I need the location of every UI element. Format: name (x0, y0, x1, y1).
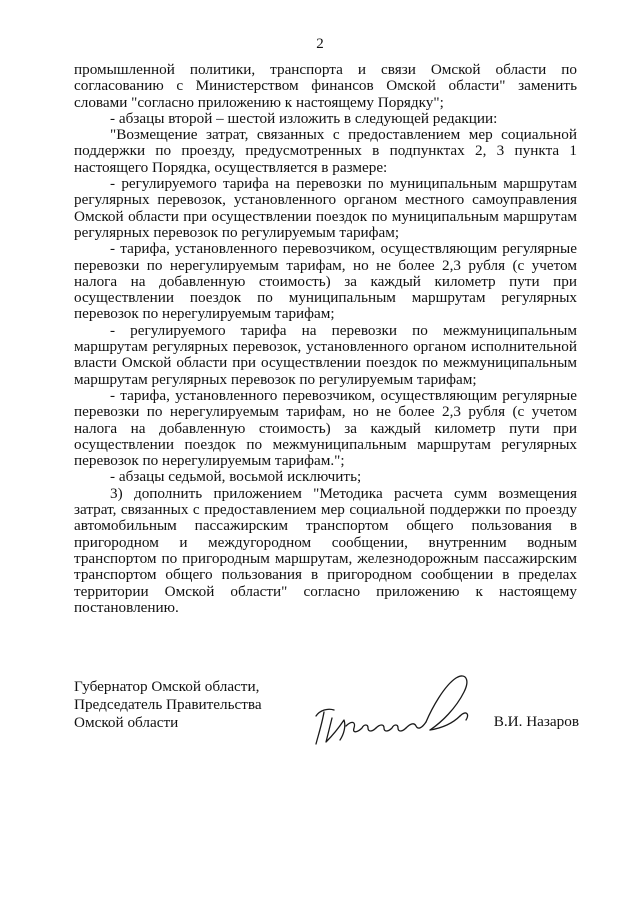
signatory-title-line: Губернатор Омской области, (74, 678, 260, 695)
paragraph-municipal-unregulated: - тарифа, установленного перевозчиком, осуществляющим регулярные перевозки по нерегулируемым тарифам, но не более 2,3 рубля (с учетом налога на добавленную стоимость) за каждый километр пути при осуществлении поездок по муниципальным маршрутам регулярных перевозок по нерегулируемым тарифам; (74, 240, 577, 323)
paragraph-continuation: промышленной политики, транспорта и связи Омской области по согласованию с Министерством финансов Омской области" заменить словами "согласно приложению к настоящему Порядку"; (74, 61, 577, 111)
paragraph-intermunicipal-unregulated: - тарифа, установленного перевозчиком, осуществляющим регулярные перевозки по нерегулируемым тарифам, но не более 2,3 рубля (с учетом налога на добавленную стоимость) за каждый километр пути при осуществлении поездок по межмуниципальным маршрутам регулярных перевозок по нерегулируемым тарифам."; (74, 386, 577, 470)
paragraph-appendix: 3) дополнить приложением "Методика расчета сумм возмещения затрат, связанных с предоставлением мер социальной поддержки по проезду автомобильным пассажирским транспортом общего пользования в пригородном и междугородном сообщении, внутренним водным транспортом по пригородным маршрутам, железнодорожным пассажирским транспортом общего пользования в пригородном сообщении в пределах территории Омской области" согласно приложению к настоящему постановлению. (74, 484, 577, 616)
paragraph-instruction: - абзацы второй – шестой изложить в следующей редакции: (110, 109, 498, 127)
paragraph-exclude: - абзацы седьмой, восьмой исключить; (110, 468, 362, 486)
handwritten-signature (310, 664, 500, 754)
page-number: 2 (316, 36, 324, 52)
paragraph-municipal-regulated: - регулируемого тарифа на перевозки по муниципальным маршрутам регулярных перевозок, установленного органом местного самоуправления Омской области при осуществлении поездок по муниципальным маршрутам регулярных перевозок по регулируемым тарифам; (74, 175, 577, 241)
signatory-title-line: Омской области (74, 714, 179, 731)
signatory-title (74, 678, 262, 732)
signature-block (74, 678, 577, 758)
paragraph-intermunicipal-regulated: - регулируемого тарифа на перевозки по межмуниципальным маршрутам регулярных перевозок, установленного органом исполнительной власти Омской области при осуществлении поездок по межмуниципальным маршрутам регулярных перевозок по регулируемым тарифам; (74, 321, 577, 388)
document-body (74, 62, 577, 616)
paragraph-reimbursement-intro: "Возмещение затрат, связанных с предоставлением мер социальной поддержки по проезду, предусмотренных в подпунктах 2, 3 пункта 1 настоящего Порядка, осуществляется в размере: (74, 126, 577, 176)
signatory-name: В.И. Назаров (493, 713, 579, 730)
signatory-title-line: Председатель Правительства (74, 696, 262, 713)
